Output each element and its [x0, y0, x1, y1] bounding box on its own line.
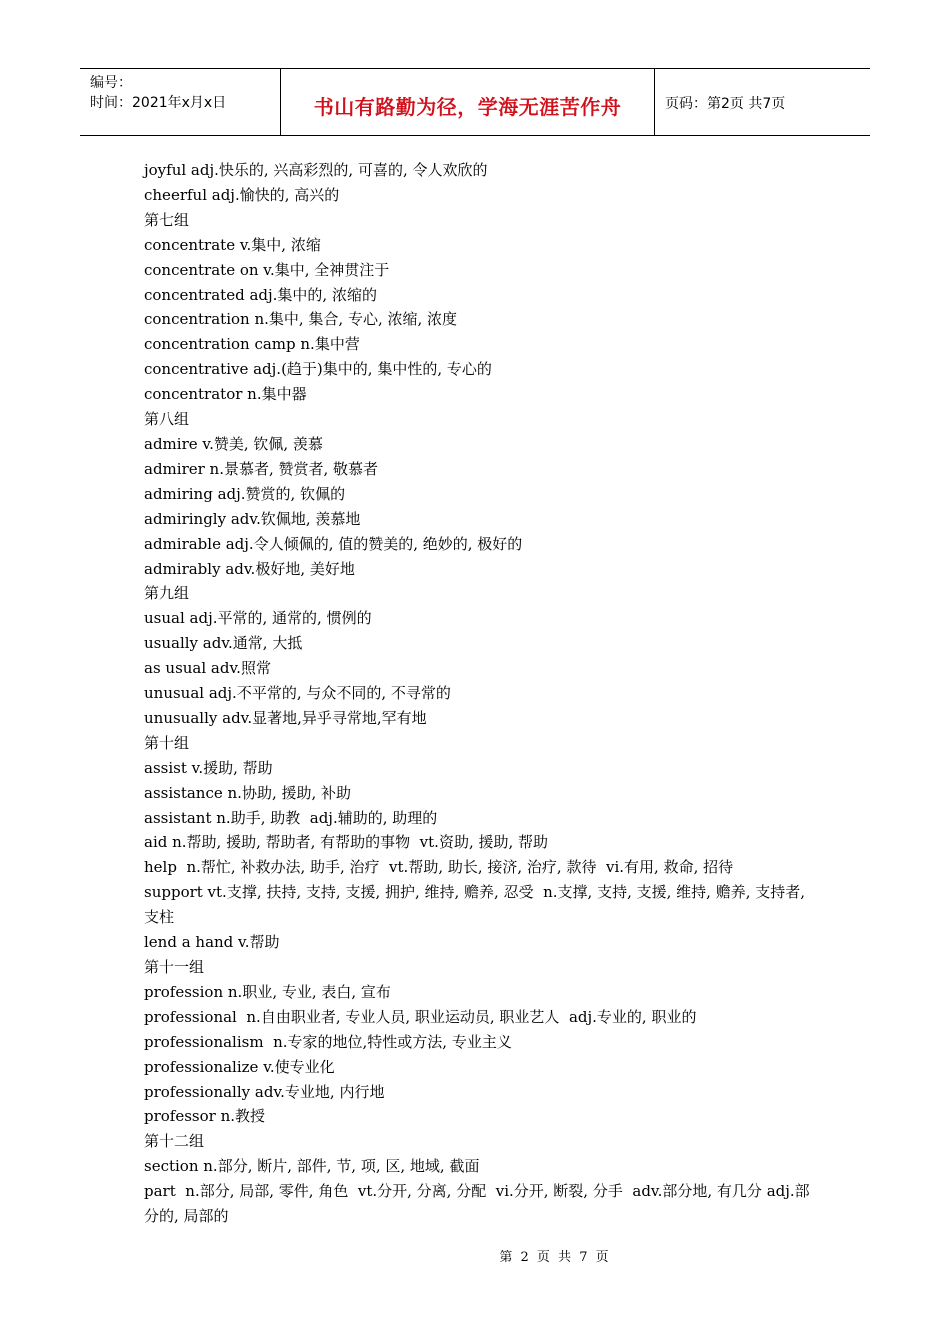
entry-line: aid n.帮助, 援助, 帮助者, 有帮助的事物 vt.资助, 援助, 帮助 — [144, 833, 549, 852]
entry-line: admirable adj.令人倾佩的, 值的赞美的, 绝妙的, 极好的 — [144, 534, 523, 553]
entry-line: lend a hand v.帮助 — [144, 933, 280, 952]
page-footer: 第 2 页 共 7 页 — [499, 1250, 609, 1265]
vocabulary-list — [144, 158, 812, 1229]
entry-line: unusually adv.显著地,异乎寻常地,罕有地 — [144, 708, 427, 727]
entry-line: cheerful adj.愉快的, 高兴的 — [144, 185, 340, 204]
group-heading: 第八组 — [144, 410, 190, 429]
entry-line: admiring adj.赞赏的, 钦佩的 — [144, 484, 346, 503]
entry-line: profession n.职业, 专业, 表白, 宣布 — [144, 982, 391, 1001]
entry-line: section n.部分, 断片, 部件, 节, 项, 区, 地域, 截面 — [144, 1157, 480, 1176]
group-heading: 第十一组 — [144, 958, 205, 976]
header-page-info: 页码：第2页 共7页 — [665, 96, 786, 112]
entry-line: as usual adv.照常 — [144, 659, 271, 678]
entry-line: admiringly adv.钦佩地, 羡慕地 — [144, 509, 361, 528]
entry-line: help n.帮忙, 补救办法, 助手, 治疗 vt.帮助, 助长, 接济, 治疗, 款待 vi.有用, 救命, 招待 — [144, 858, 734, 877]
page-header — [80, 68, 870, 136]
group-heading: 第九组 — [144, 584, 190, 603]
entry-line: concentrated adj.集中的, 浓缩的 — [144, 285, 377, 304]
entry-line: unusual adj.不平常的, 与众不同的, 不寻常的 — [144, 684, 451, 703]
group-heading: 第十组 — [144, 733, 190, 752]
header-motto: 书山有路勤为径，学海无涯苦作舟 — [281, 69, 655, 135]
entry-line: admirer n.景慕者, 赞赏者, 敬慕者 — [144, 459, 379, 478]
entry-line: admire v.赞美, 钦佩, 羡慕 — [144, 434, 323, 453]
entry-line: professionalize v.使专业化 — [144, 1057, 335, 1076]
entry-line: concentration n.集中, 集合, 专心, 浓缩, 浓度 — [144, 310, 458, 329]
entry-line: concentrate v.集中, 浓缩 — [144, 235, 321, 254]
date-label: 时间：2021年x月x日 — [90, 95, 227, 111]
entry-line: assistance n.协助, 援助, 补助 — [144, 783, 352, 802]
entry-line: professor n.教授 — [144, 1107, 266, 1126]
header-meta — [80, 69, 281, 135]
entry-line: professional n.自由职业者, 专业人员, 职业运动员, 职业艺人 adj.专业的, 职业的 — [144, 1007, 697, 1026]
entry-line: concentrate on v.集中, 全神贯注于 — [144, 260, 390, 279]
entry-line: concentration camp n.集中营 — [144, 335, 360, 354]
group-heading: 第十二组 — [144, 1132, 205, 1151]
entry-line: professionalism n.专家的地位,特性或方法, 专业主义 — [144, 1032, 512, 1051]
entry-line: professionally adv.专业地, 内行地 — [144, 1082, 385, 1101]
entry-line: assist v.援助, 帮助 — [144, 758, 273, 777]
number-label: 编号： — [90, 75, 132, 91]
entry-line: support vt.支撑, 扶持, 支持, 支援, 拥护, 维持, 赡养, 忍受 n.支撑, 支持, 支援, 维持, 赡养, 支持者, 支柱 — [144, 883, 810, 927]
entry-line: assistant n.助手, 助教 adj.辅助的, 助理的 — [144, 808, 438, 827]
entry-line: part n.部分, 局部, 零件, 角色 vt.分开, 分离, 分配 vi.分开, 断裂, 分手 adv.部分地, 有几分 adj.部分的, 局部的 — [144, 1182, 810, 1226]
entry-line: concentrator n.集中器 — [144, 385, 307, 404]
entry-line: admirably adv.极好地, 美好地 — [144, 559, 355, 578]
entry-line: joyful adj.快乐的, 兴高彩烈的, 可喜的, 令人欢欣的 — [144, 161, 488, 179]
entry-line: usually adv.通常, 大抵 — [144, 634, 303, 653]
group-heading: 第七组 — [144, 210, 190, 229]
entry-line: usual adj.平常的, 通常的, 惯例的 — [144, 609, 372, 628]
entry-line: concentrative adj.(趋于)集中的, 集中性的, 专心的 — [144, 360, 492, 379]
